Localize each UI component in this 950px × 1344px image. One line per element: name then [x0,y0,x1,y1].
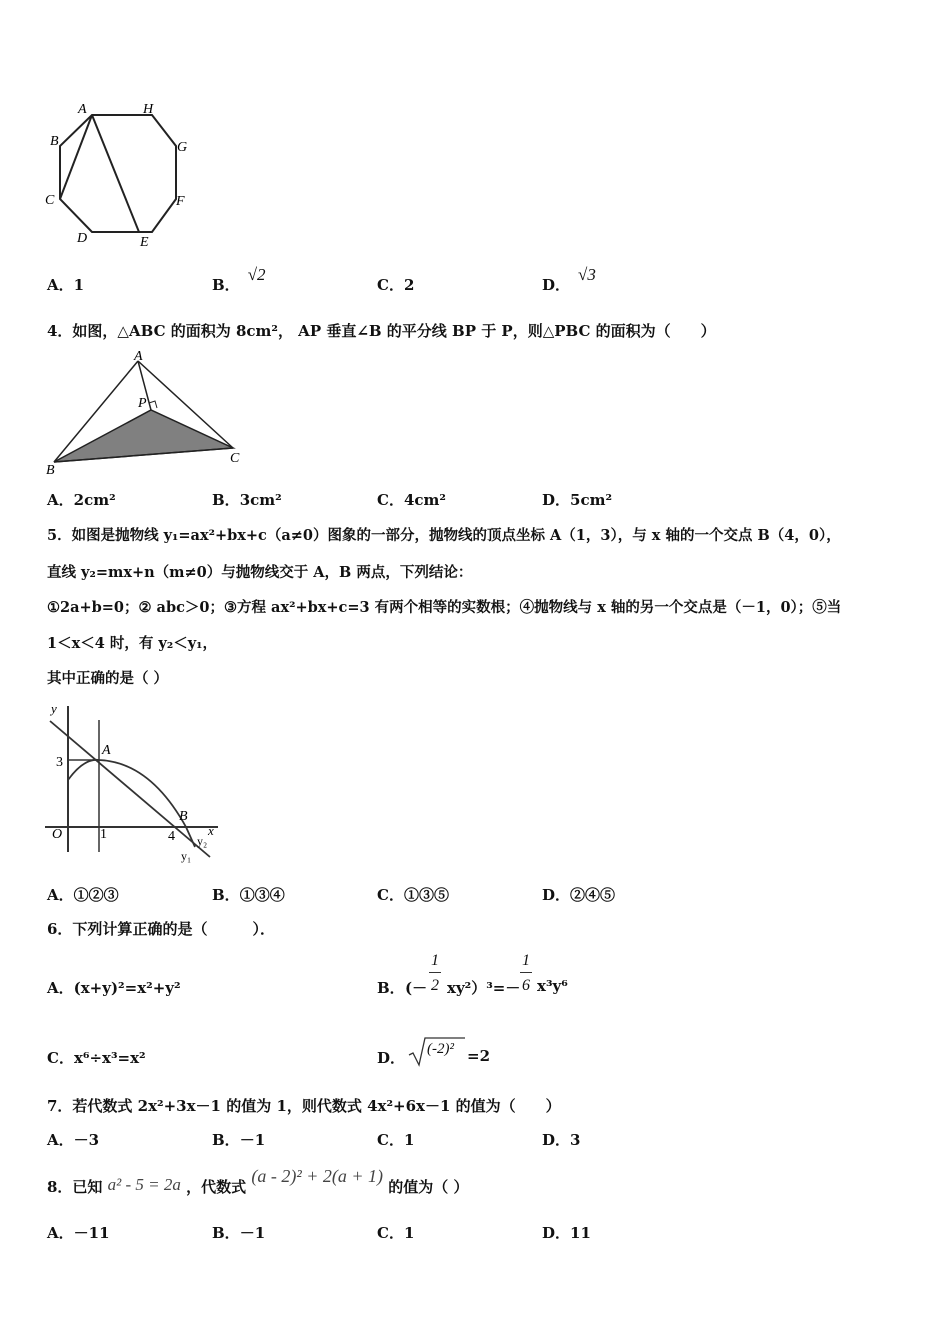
diagonal-ae [92,115,139,232]
option-text: √3 [578,265,596,284]
option-text: ①③④ [239,886,285,904]
label-y1: y₁ [181,849,192,863]
q7-stem: 7．若代数式 2x²+3x－1 的值为 1，则代数式 4x²+6x－1 的值为（ ） [47,1097,561,1115]
octagon-shape [60,115,176,232]
option-text: 1 [403,1224,415,1242]
label-p: P [138,396,147,411]
q6-stem: 6．下列计算正确的是（ ）． [47,920,275,938]
label-b: B [50,134,59,149]
fraction-denominator: 2 [431,977,439,994]
option-text: －3 [73,1131,100,1149]
shaded-triangle-pbc [54,410,233,462]
option-letter: B． [377,979,405,997]
q4-option-b[interactable] [212,489,282,510]
option-text: 11 [570,1224,591,1242]
option-text: 2cm² [73,491,116,509]
octagon-figure [40,95,210,255]
q5-option-d[interactable] [542,884,615,905]
option-letter: D． [542,886,571,904]
label-point-b: B [179,809,188,824]
q8-middle: ，代数式 [186,1178,247,1196]
option-letter: D． [542,276,571,294]
q5-option-c[interactable] [377,884,449,905]
option-text-post: =2 [467,1047,491,1065]
q4-option-c[interactable] [377,489,446,510]
label-point-a: A [102,743,111,758]
q8-option-a[interactable] [47,1222,110,1243]
fraction-bar [429,972,441,973]
option-letter: A． [47,979,74,997]
option-letter: D． [377,1049,406,1067]
triangle-figure [40,345,255,480]
label-a: A [78,102,87,117]
q8-option-d[interactable] [542,1222,591,1243]
fraction-numerator: 1 [431,952,439,969]
option-letter: C． [377,886,404,904]
option-letter: C． [47,1049,74,1067]
q5-line-5: 其中正确的是（ ） [47,670,169,687]
parabola-graph [40,700,230,870]
option-letter: C． [377,1131,404,1149]
q5-line-4: 1＜x＜4 时，有 y₂＜y₁， [47,635,217,652]
q7-option-c[interactable] [377,1129,414,1150]
option-text-post: x³y⁶ [537,977,568,995]
option-paren: (－ [405,979,428,997]
label-y2: y₂ [197,834,208,848]
option-letter: D． [542,1131,571,1149]
line-y2 [50,721,210,857]
q7-option-b[interactable] [212,1129,265,1150]
label-origin: O [52,827,63,842]
q8-option-c[interactable] [377,1222,414,1243]
label-e: E [140,235,149,250]
q3-option-c[interactable] [377,274,414,295]
option-letter: D． [542,1224,571,1242]
option-letter: A． [47,1131,74,1149]
option-text: x⁶÷x³=x² [73,1049,146,1067]
q8-stem [47,1166,469,1200]
option-text: 1 [73,276,85,294]
option-text: －11 [73,1224,110,1242]
parabola-y1 [68,760,195,847]
q6-option-a[interactable] [47,977,181,998]
label-one: 1 [100,827,107,842]
q4-stem: 4．如图，△ABC 的面积为 8cm²， AP 垂直∠B 的平分线 BP 于 P，则△PBC 的面积为（ ） [47,322,716,340]
q5-option-b[interactable] [212,884,285,905]
label-four: 4 [168,829,175,844]
q6-option-c[interactable] [47,1047,146,1068]
label-d: D [77,231,88,246]
q4-option-a[interactable] [47,489,116,510]
radicand: (-2)² [427,1041,454,1057]
option-letter: C． [377,1224,404,1242]
option-letter: A． [47,886,74,904]
label-f: F [176,194,185,209]
q8-condition: a² - 5 = 2a [107,1175,181,1194]
q3-option-d[interactable] [542,264,596,294]
option-text: 3cm² [239,491,282,509]
q7-option-a[interactable] [47,1129,99,1150]
fraction-numerator: 1 [522,952,530,969]
q3-option-a[interactable] [47,274,84,295]
label-x: x [208,823,214,838]
option-text: 5cm² [570,491,613,509]
option-letter: C． [377,276,404,294]
option-text: 4cm² [403,491,446,509]
option-text: －1 [239,1224,266,1242]
fraction-bar [520,972,532,973]
option-letter: A． [47,276,74,294]
option-letter: B． [212,1131,240,1149]
label-a: A [134,349,143,364]
label-y: y [51,701,57,716]
option-text: (x+y)²=x²+y² [73,979,181,997]
option-text: 2 [403,276,415,294]
q7-option-d[interactable] [542,1129,580,1150]
q8-suffix: 的值为（ ） [388,1178,469,1196]
label-three: 3 [56,755,63,770]
option-letter: B． [212,886,240,904]
q8-expression: (a - 2)² + 2(a + 1) [251,1166,384,1186]
option-text: －1 [239,1131,266,1149]
diagonal-ac [60,115,92,199]
option-letter: B． [212,1224,240,1242]
option-text: 1 [403,1131,415,1149]
option-text: ①②③ [73,886,119,904]
label-g: G [177,140,188,155]
q5-option-a[interactable] [47,884,119,905]
q3-option-b[interactable] [212,264,266,294]
option-letter: B． [212,276,240,294]
option-letter: B． [212,491,240,509]
option-letter: C． [377,491,404,509]
option-text: ①③⑤ [403,886,449,904]
fraction-denominator: 6 [522,977,530,994]
q8-option-b[interactable] [212,1222,265,1243]
label-c: C [230,451,240,466]
option-text: ②④⑤ [570,886,616,904]
option-letter: A． [47,491,74,509]
label-c: C [45,193,55,208]
q5-line-1: 5．如图是抛物线 y₁=ax²+bx+c（a≠0）图象的一部分，抛物线的顶点坐标 A（1，3），与 x 轴的一个交点 B（4，0）， [47,527,841,544]
option-text: √2 [247,265,266,284]
q4-option-d[interactable] [542,489,612,510]
option-text: 3 [570,1131,581,1149]
option-letter: D． [542,491,571,509]
option-letter: A． [47,1224,74,1242]
label-h: H [143,102,154,117]
q8-prefix: 8．已知 [47,1178,103,1196]
label-b: B [46,463,55,478]
q5-line-2: 直线 y₂=mx+n（m≠0）与抛物线交于 A，B 两点，下列结论： [47,564,473,581]
q5-line-3: ①2a+b=0；② abc＞0；③方程 ax²+bx+c=3 有两个相等的实数根；④抛物线与 x 轴的另一个交点是（－1，0）；⑤当 [47,599,842,616]
option-text-mid: xy²）³=－ [447,979,521,997]
